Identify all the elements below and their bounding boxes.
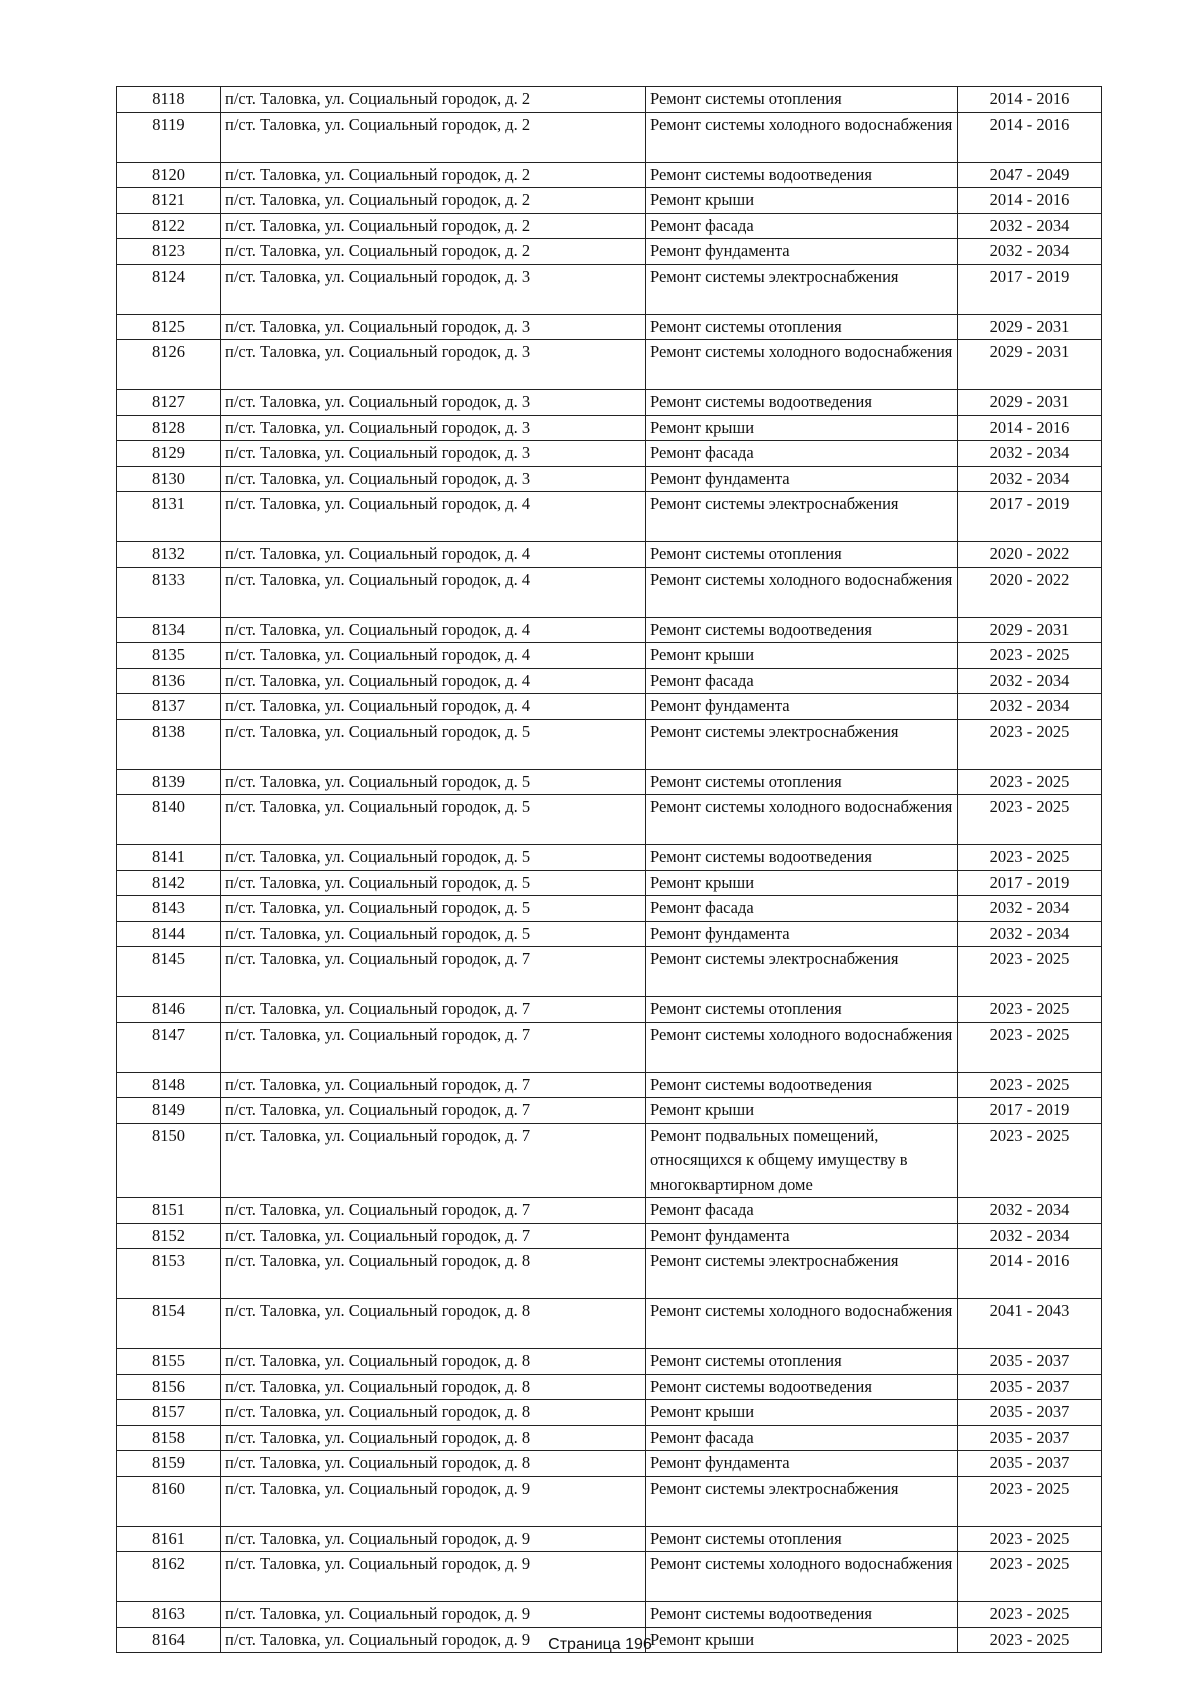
- address-cell: п/ст. Таловка, ул. Социальный городок, д. 5: [221, 896, 646, 922]
- table-row: [117, 1022, 1102, 1072]
- work-type-cell: Ремонт крыши: [646, 870, 958, 896]
- row-number-cell: 8164: [117, 1627, 221, 1653]
- table-row: [117, 795, 1102, 845]
- table-row: [117, 1299, 1102, 1349]
- address-cell: п/ст. Таловка, ул. Социальный городок, д. 9: [221, 1526, 646, 1552]
- row-number-cell: 8123: [117, 239, 221, 265]
- row-number-cell: 8128: [117, 415, 221, 441]
- address-cell: п/ст. Таловка, ул. Социальный городок, д. 8: [221, 1349, 646, 1375]
- period-cell: 2047 - 2049: [958, 162, 1102, 188]
- work-type-cell: Ремонт системы электроснабжения: [646, 1476, 958, 1526]
- table-row: [117, 213, 1102, 239]
- row-number-cell: 8146: [117, 997, 221, 1023]
- table-row: [117, 870, 1102, 896]
- period-cell: 2023 - 2025: [958, 997, 1102, 1023]
- work-type-cell: Ремонт системы отопления: [646, 1349, 958, 1375]
- row-number-cell: 8137: [117, 694, 221, 720]
- table-row: [117, 896, 1102, 922]
- period-cell: 2032 - 2034: [958, 896, 1102, 922]
- table-body: [117, 87, 1102, 1653]
- address-cell: п/ст. Таловка, ул. Социальный городок, д. 4: [221, 617, 646, 643]
- work-type-cell: Ремонт системы электроснабжения: [646, 719, 958, 769]
- work-type-cell: Ремонт фундамента: [646, 239, 958, 265]
- row-number-cell: 8156: [117, 1374, 221, 1400]
- period-cell: 2014 - 2016: [958, 112, 1102, 162]
- work-type-cell: Ремонт фундамента: [646, 466, 958, 492]
- period-cell: 2023 - 2025: [958, 719, 1102, 769]
- period-cell: 2035 - 2037: [958, 1425, 1102, 1451]
- table-row: [117, 415, 1102, 441]
- period-cell: 2032 - 2034: [958, 694, 1102, 720]
- address-cell: п/ст. Таловка, ул. Социальный городок, д. 5: [221, 870, 646, 896]
- work-type-cell: Ремонт фасада: [646, 441, 958, 467]
- row-number-cell: 8155: [117, 1349, 221, 1375]
- table-row: [117, 668, 1102, 694]
- work-type-cell: Ремонт системы отопления: [646, 87, 958, 113]
- period-cell: 2035 - 2037: [958, 1400, 1102, 1426]
- table-row: [117, 947, 1102, 997]
- work-type-cell: Ремонт крыши: [646, 643, 958, 669]
- row-number-cell: 8158: [117, 1425, 221, 1451]
- work-type-cell: Ремонт системы холодного водоснабжения: [646, 1022, 958, 1072]
- address-cell: п/ст. Таловка, ул. Социальный городок, д. 7: [221, 1123, 646, 1198]
- row-number-cell: 8147: [117, 1022, 221, 1072]
- row-number-cell: 8162: [117, 1552, 221, 1602]
- row-number-cell: 8163: [117, 1602, 221, 1628]
- row-number-cell: 8119: [117, 112, 221, 162]
- table-row: [117, 719, 1102, 769]
- address-cell: п/ст. Таловка, ул. Социальный городок, д. 7: [221, 1022, 646, 1072]
- work-type-cell: Ремонт системы отопления: [646, 1526, 958, 1552]
- address-cell: п/ст. Таловка, ул. Социальный городок, д. 2: [221, 188, 646, 214]
- row-number-cell: 8151: [117, 1198, 221, 1224]
- address-cell: п/ст. Таловка, ул. Социальный городок, д. 8: [221, 1451, 646, 1477]
- table-row: [117, 1400, 1102, 1426]
- row-number-cell: 8138: [117, 719, 221, 769]
- address-cell: п/ст. Таловка, ул. Социальный городок, д. 5: [221, 845, 646, 871]
- period-cell: 2014 - 2016: [958, 1249, 1102, 1299]
- period-cell: 2014 - 2016: [958, 415, 1102, 441]
- period-cell: 2032 - 2034: [958, 213, 1102, 239]
- period-cell: 2023 - 2025: [958, 795, 1102, 845]
- row-number-cell: 8120: [117, 162, 221, 188]
- address-cell: п/ст. Таловка, ул. Социальный городок, д. 3: [221, 390, 646, 416]
- work-type-cell: Ремонт фасада: [646, 213, 958, 239]
- row-number-cell: 8148: [117, 1072, 221, 1098]
- address-cell: п/ст. Таловка, ул. Социальный городок, д. 8: [221, 1374, 646, 1400]
- work-type-cell: Ремонт подвальных помещений, относящихся к общему имуществу в многоквартирном доме: [646, 1123, 958, 1198]
- row-number-cell: 8118: [117, 87, 221, 113]
- work-type-cell: Ремонт системы водоотведения: [646, 1072, 958, 1098]
- table-row: [117, 1349, 1102, 1375]
- address-cell: п/ст. Таловка, ул. Социальный городок, д. 4: [221, 643, 646, 669]
- work-type-cell: Ремонт системы холодного водоснабжения: [646, 795, 958, 845]
- table-row: [117, 239, 1102, 265]
- period-cell: 2035 - 2037: [958, 1374, 1102, 1400]
- address-cell: п/ст. Таловка, ул. Социальный городок, д. 8: [221, 1400, 646, 1426]
- address-cell: п/ст. Таловка, ул. Социальный городок, д. 3: [221, 415, 646, 441]
- work-type-cell: Ремонт крыши: [646, 415, 958, 441]
- work-type-cell: Ремонт системы водоотведения: [646, 162, 958, 188]
- address-cell: п/ст. Таловка, ул. Социальный городок, д. 3: [221, 314, 646, 340]
- work-type-cell: Ремонт системы отопления: [646, 997, 958, 1023]
- table-row: [117, 1425, 1102, 1451]
- period-cell: 2023 - 2025: [958, 1602, 1102, 1628]
- work-type-cell: Ремонт системы холодного водоснабжения: [646, 112, 958, 162]
- work-type-cell: Ремонт крыши: [646, 1627, 958, 1653]
- period-cell: 2017 - 2019: [958, 264, 1102, 314]
- table-row: [117, 1123, 1102, 1198]
- address-cell: п/ст. Таловка, ул. Социальный городок, д. 7: [221, 1198, 646, 1224]
- table-row: [117, 617, 1102, 643]
- row-number-cell: 8125: [117, 314, 221, 340]
- row-number-cell: 8143: [117, 896, 221, 922]
- repair-schedule-table: [116, 86, 1102, 1653]
- period-cell: 2029 - 2031: [958, 390, 1102, 416]
- address-cell: п/ст. Таловка, ул. Социальный городок, д. 3: [221, 466, 646, 492]
- work-type-cell: Ремонт крыши: [646, 1098, 958, 1124]
- address-cell: п/ст. Таловка, ул. Социальный городок, д. 4: [221, 492, 646, 542]
- work-type-cell: Ремонт крыши: [646, 188, 958, 214]
- row-number-cell: 8145: [117, 947, 221, 997]
- period-cell: 2032 - 2034: [958, 239, 1102, 265]
- table-row: [117, 1602, 1102, 1628]
- table-row: [117, 162, 1102, 188]
- row-number-cell: 8140: [117, 795, 221, 845]
- period-cell: 2023 - 2025: [958, 1552, 1102, 1602]
- address-cell: п/ст. Таловка, ул. Социальный городок, д. 5: [221, 921, 646, 947]
- row-number-cell: 8136: [117, 668, 221, 694]
- period-cell: 2041 - 2043: [958, 1299, 1102, 1349]
- address-cell: п/ст. Таловка, ул. Социальный городок, д. 5: [221, 719, 646, 769]
- address-cell: п/ст. Таловка, ул. Социальный городок, д. 8: [221, 1299, 646, 1349]
- page-number: Страница 196: [548, 1636, 652, 1653]
- work-type-cell: Ремонт системы отопления: [646, 314, 958, 340]
- work-type-cell: Ремонт системы отопления: [646, 542, 958, 568]
- period-cell: 2032 - 2034: [958, 466, 1102, 492]
- work-type-cell: Ремонт фасада: [646, 1425, 958, 1451]
- work-type-cell: Ремонт фундамента: [646, 1223, 958, 1249]
- work-type-cell: Ремонт системы электроснабжения: [646, 492, 958, 542]
- address-cell: п/ст. Таловка, ул. Социальный городок, д. 4: [221, 567, 646, 617]
- table-row: [117, 1526, 1102, 1552]
- period-cell: 2032 - 2034: [958, 441, 1102, 467]
- table-row: [117, 1223, 1102, 1249]
- work-type-cell: Ремонт системы водоотведения: [646, 1602, 958, 1628]
- period-cell: 2032 - 2034: [958, 921, 1102, 947]
- table-row: [117, 390, 1102, 416]
- period-cell: 2023 - 2025: [958, 769, 1102, 795]
- table-row: [117, 921, 1102, 947]
- row-number-cell: 8142: [117, 870, 221, 896]
- period-cell: 2017 - 2019: [958, 492, 1102, 542]
- address-cell: п/ст. Таловка, ул. Социальный городок, д. 3: [221, 340, 646, 390]
- work-type-cell: Ремонт системы холодного водоснабжения: [646, 567, 958, 617]
- address-cell: п/ст. Таловка, ул. Социальный городок, д. 7: [221, 1072, 646, 1098]
- work-type-cell: Ремонт фасада: [646, 668, 958, 694]
- address-cell: п/ст. Таловка, ул. Социальный городок, д. 3: [221, 441, 646, 467]
- work-type-cell: Ремонт фасада: [646, 896, 958, 922]
- work-type-cell: Ремонт фундамента: [646, 694, 958, 720]
- period-cell: 2023 - 2025: [958, 1123, 1102, 1198]
- address-cell: п/ст. Таловка, ул. Социальный городок, д. 9: [221, 1602, 646, 1628]
- row-number-cell: 8134: [117, 617, 221, 643]
- table-row: [117, 314, 1102, 340]
- table-row: [117, 112, 1102, 162]
- table-row: [117, 567, 1102, 617]
- address-cell: п/ст. Таловка, ул. Социальный городок, д. 3: [221, 264, 646, 314]
- address-cell: п/ст. Таловка, ул. Социальный городок, д. 8: [221, 1425, 646, 1451]
- address-cell: п/ст. Таловка, ул. Социальный городок, д. 8: [221, 1249, 646, 1299]
- period-cell: 2023 - 2025: [958, 1072, 1102, 1098]
- row-number-cell: 8122: [117, 213, 221, 239]
- row-number-cell: 8124: [117, 264, 221, 314]
- period-cell: 2017 - 2019: [958, 870, 1102, 896]
- work-type-cell: Ремонт системы водоотведения: [646, 1374, 958, 1400]
- period-cell: 2020 - 2022: [958, 567, 1102, 617]
- row-number-cell: 8141: [117, 845, 221, 871]
- address-cell: п/ст. Таловка, ул. Социальный городок, д. 4: [221, 694, 646, 720]
- table-row: [117, 1374, 1102, 1400]
- table-row: [117, 542, 1102, 568]
- table-row: [117, 492, 1102, 542]
- period-cell: 2023 - 2025: [958, 1022, 1102, 1072]
- row-number-cell: 8131: [117, 492, 221, 542]
- address-cell: п/ст. Таловка, ул. Социальный городок, д. 9: [221, 1552, 646, 1602]
- address-cell: п/ст. Таловка, ул. Социальный городок, д. 9: [221, 1476, 646, 1526]
- row-number-cell: 8153: [117, 1249, 221, 1299]
- table-row: [117, 694, 1102, 720]
- row-number-cell: 8133: [117, 567, 221, 617]
- address-cell: п/ст. Таловка, ул. Социальный городок, д. 7: [221, 1223, 646, 1249]
- work-type-cell: Ремонт системы электроснабжения: [646, 264, 958, 314]
- row-number-cell: 8135: [117, 643, 221, 669]
- address-cell: п/ст. Таловка, ул. Социальный городок, д. 2: [221, 239, 646, 265]
- row-number-cell: 8157: [117, 1400, 221, 1426]
- row-number-cell: 8127: [117, 390, 221, 416]
- period-cell: 2029 - 2031: [958, 340, 1102, 390]
- table-row: [117, 1476, 1102, 1526]
- period-cell: 2023 - 2025: [958, 947, 1102, 997]
- work-type-cell: Ремонт системы водоотведения: [646, 617, 958, 643]
- table-row: [117, 1072, 1102, 1098]
- period-cell: 2023 - 2025: [958, 1526, 1102, 1552]
- row-number-cell: 8149: [117, 1098, 221, 1124]
- row-number-cell: 8160: [117, 1476, 221, 1526]
- table-row: [117, 340, 1102, 390]
- address-cell: п/ст. Таловка, ул. Социальный городок, д. 4: [221, 542, 646, 568]
- period-cell: 2029 - 2031: [958, 314, 1102, 340]
- table-row: [117, 87, 1102, 113]
- period-cell: 2032 - 2034: [958, 1198, 1102, 1224]
- address-cell: п/ст. Таловка, ул. Социальный городок, д. 2: [221, 213, 646, 239]
- address-cell: п/ст. Таловка, ул. Социальный городок, д. 2: [221, 162, 646, 188]
- period-cell: 2023 - 2025: [958, 643, 1102, 669]
- row-number-cell: 8139: [117, 769, 221, 795]
- period-cell: 2035 - 2037: [958, 1451, 1102, 1477]
- address-cell: п/ст. Таловка, ул. Социальный городок, д. 7: [221, 997, 646, 1023]
- address-cell: п/ст. Таловка, ул. Социальный городок, д. 9: [221, 1627, 646, 1653]
- row-number-cell: 8129: [117, 441, 221, 467]
- table-row: [117, 1552, 1102, 1602]
- address-cell: п/ст. Таловка, ул. Социальный городок, д. 7: [221, 1098, 646, 1124]
- work-type-cell: Ремонт системы отопления: [646, 769, 958, 795]
- work-type-cell: Ремонт фундамента: [646, 921, 958, 947]
- work-type-cell: Ремонт фасада: [646, 1198, 958, 1224]
- work-type-cell: Ремонт системы холодного водоснабжения: [646, 340, 958, 390]
- work-type-cell: Ремонт системы электроснабжения: [646, 947, 958, 997]
- address-cell: п/ст. Таловка, ул. Социальный городок, д. 5: [221, 795, 646, 845]
- row-number-cell: 8121: [117, 188, 221, 214]
- row-number-cell: 8144: [117, 921, 221, 947]
- row-number-cell: 8126: [117, 340, 221, 390]
- table-row: [117, 466, 1102, 492]
- table-row: [117, 188, 1102, 214]
- period-cell: 2023 - 2025: [958, 845, 1102, 871]
- table-row: [117, 1098, 1102, 1124]
- table-row: [117, 1451, 1102, 1477]
- work-type-cell: Ремонт системы холодного водоснабжения: [646, 1299, 958, 1349]
- period-cell: 2023 - 2025: [958, 1627, 1102, 1653]
- period-cell: 2023 - 2025: [958, 1476, 1102, 1526]
- work-type-cell: Ремонт фундамента: [646, 1451, 958, 1477]
- table-row: [117, 769, 1102, 795]
- period-cell: 2014 - 2016: [958, 87, 1102, 113]
- address-cell: п/ст. Таловка, ул. Социальный городок, д. 2: [221, 112, 646, 162]
- work-type-cell: Ремонт системы водоотведения: [646, 390, 958, 416]
- address-cell: п/ст. Таловка, ул. Социальный городок, д. 5: [221, 769, 646, 795]
- row-number-cell: 8161: [117, 1526, 221, 1552]
- row-number-cell: 8152: [117, 1223, 221, 1249]
- period-cell: 2014 - 2016: [958, 188, 1102, 214]
- period-cell: 2032 - 2034: [958, 1223, 1102, 1249]
- work-type-cell: Ремонт крыши: [646, 1400, 958, 1426]
- row-number-cell: 8150: [117, 1123, 221, 1198]
- table-row: [117, 845, 1102, 871]
- address-cell: п/ст. Таловка, ул. Социальный городок, д. 2: [221, 87, 646, 113]
- work-type-cell: Ремонт системы электроснабжения: [646, 1249, 958, 1299]
- work-type-cell: Ремонт системы водоотведения: [646, 845, 958, 871]
- table-row: [117, 1249, 1102, 1299]
- address-cell: п/ст. Таловка, ул. Социальный городок, д. 4: [221, 668, 646, 694]
- table-row: [117, 264, 1102, 314]
- table-row: [117, 441, 1102, 467]
- table-row: [117, 643, 1102, 669]
- table-row: [117, 1198, 1102, 1224]
- period-cell: 2020 - 2022: [958, 542, 1102, 568]
- work-type-cell: Ремонт системы холодного водоснабжения: [646, 1552, 958, 1602]
- address-cell: п/ст. Таловка, ул. Социальный городок, д. 7: [221, 947, 646, 997]
- row-number-cell: 8154: [117, 1299, 221, 1349]
- period-cell: 2017 - 2019: [958, 1098, 1102, 1124]
- row-number-cell: 8159: [117, 1451, 221, 1477]
- period-cell: 2029 - 2031: [958, 617, 1102, 643]
- row-number-cell: 8132: [117, 542, 221, 568]
- table-row: [117, 997, 1102, 1023]
- period-cell: 2032 - 2034: [958, 668, 1102, 694]
- row-number-cell: 8130: [117, 466, 221, 492]
- period-cell: 2035 - 2037: [958, 1349, 1102, 1375]
